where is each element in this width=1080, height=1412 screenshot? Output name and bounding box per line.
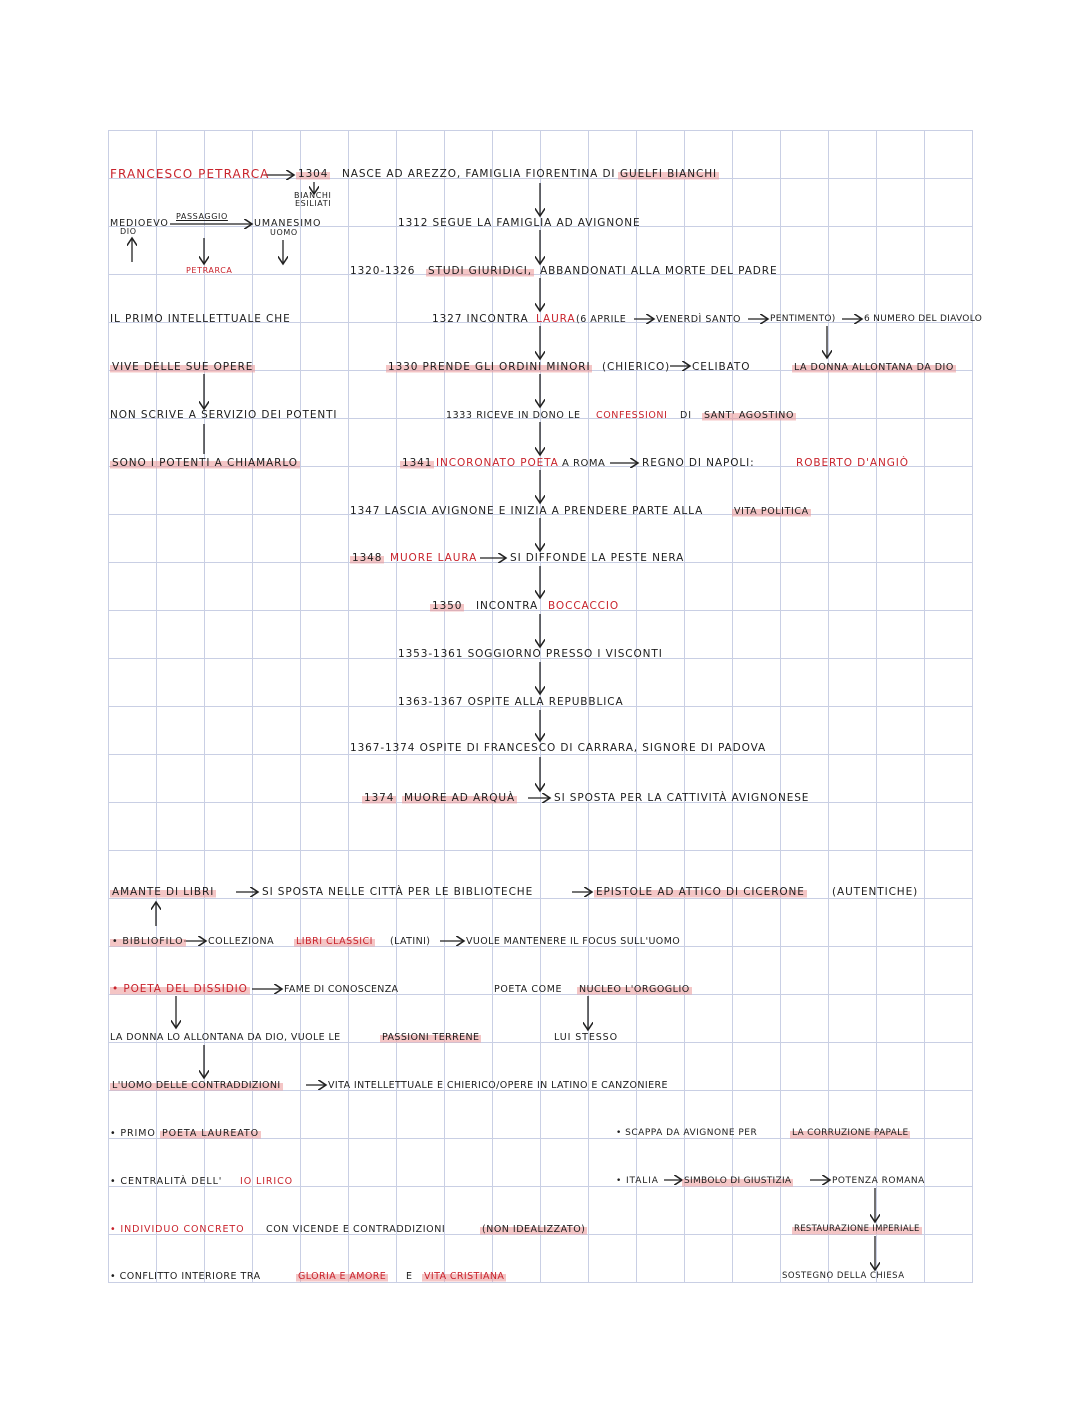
non-idealizzato: (NON IDEALIZZATO) — [482, 1224, 586, 1235]
italia: • ITALIA — [616, 1176, 659, 1186]
restaurazione-imperiale: RESTAURAZIONE IMPERIALE — [794, 1224, 920, 1234]
entry-1327-laura: LAURA — [536, 313, 576, 325]
entry-1341-year: 1341 — [402, 457, 433, 469]
sostegno-chiesa: SOSTEGNO DELLA CHIESA — [782, 1271, 905, 1281]
entry-1330-celibato: CELIBATO — [692, 361, 751, 373]
entry-1333-confessioni: CONFESSIONI — [596, 410, 668, 421]
entry-1374-year: 1374 — [364, 792, 395, 804]
epistole: EPISTOLE AD ATTICO DI CICERONE — [596, 886, 805, 898]
umanesimo-label: UMANESIMO — [254, 218, 322, 229]
entry-1320-text: ABBANDONATI ALLA MORTE DEL PADRE — [540, 265, 778, 277]
passioni-terrene: PASSIONI TERRENE — [382, 1032, 480, 1043]
entry-1348-muore-laura: MUORE LAURA — [390, 552, 478, 564]
entry-1327-venerdi: VENERDÌ SANTO — [656, 314, 741, 325]
entry-1341-regno: REGNO DI NAPOLI: — [642, 457, 755, 469]
entry-1374-muore: MUORE AD ARQUÀ — [404, 792, 516, 804]
birth-text: NASCE AD AREZZO, FAMIGLIA FIORENTINA DI — [342, 168, 616, 180]
medioevo-label: MEDIOEVO — [110, 218, 169, 229]
entry-1348-peste: SI DIFFONDE LA PESTE NERA — [510, 552, 685, 564]
entry-1341-roberto: ROBERTO D'ANGIÒ — [796, 457, 909, 469]
uomo-contraddizioni: L'UOMO DELLE CONTRADDIZIONI — [112, 1080, 281, 1091]
entry-1327-pentimento: PENTIMENTO) — [770, 314, 836, 324]
entry-1320-studi: STUDI GIURIDICI, — [428, 265, 532, 277]
io-lirico: IO LIRICO — [240, 1176, 294, 1187]
entry-1327-aprile: (6 APRILE — [576, 314, 627, 325]
bibliofilo: • BIBLIOFILO — [112, 936, 184, 947]
entry-1348-year: 1348 — [352, 552, 383, 564]
entry-1367: 1367-1374 OSPITE DI FRANCESCO DI CARRARA, SIGNORE DI PADOVA — [350, 742, 767, 754]
entry-1330-ordini: 1330 PRENDE GLI ORDINI MINORI — [388, 361, 591, 373]
vive-opere: VIVE DELLE SUE OPERE — [112, 361, 254, 373]
entry-1350-boccaccio: BOCCACCIO — [548, 600, 620, 612]
entry-1374-cattivita: SI SPOSTA PER LA CATTIVITÀ AVIGNONESE — [554, 792, 810, 804]
passaggio-label: PASSAGGIO — [176, 212, 228, 221]
conflitto-e: E — [406, 1271, 413, 1282]
entry-1327-text: 1327 INCONTRA — [432, 313, 529, 325]
poeta-laureato: POETA LAUREATO — [162, 1128, 260, 1139]
individuo-concreto: • INDIVIDUO CONCRETO — [110, 1224, 245, 1235]
entry-1347-vita-politica: VITA POLITICA — [734, 506, 809, 517]
uomo-label: UOMO — [270, 228, 298, 237]
entry-1330-chierico: (CHIERICO) — [602, 361, 671, 373]
vita-cristiana: VITA CRISTIANA — [424, 1271, 505, 1282]
poeta-come: POETA COME — [494, 984, 563, 995]
autentiche: (AUTENTICHE) — [832, 886, 919, 898]
dio-label: DIO — [120, 227, 137, 236]
poeta-dissidio: • POETA DEL DISSIDIO — [112, 983, 248, 995]
sono-potenti: SONO I POTENTI A CHIAMARLO — [112, 457, 298, 469]
libri-classici: LIBRI CLASSICI — [296, 936, 373, 947]
centralita: • CENTRALITÀ DELL' — [110, 1176, 223, 1187]
amante-biblioteche: SI SPOSTA NELLE CITTÀ PER LE BIBLIOTECHE — [262, 886, 534, 898]
fame-conoscenza: FAME DI CONOSCENZA — [284, 984, 399, 995]
primo-poeta: • PRIMO — [110, 1128, 156, 1139]
potenza-romana: POTENZA ROMANA — [832, 1176, 925, 1186]
entry-1333-agostino: SANT' AGOSTINO — [704, 410, 795, 421]
entry-1312: 1312 SEGUE LA FAMIGLIA AD AVIGNONE — [398, 217, 641, 229]
entry-1333-text: 1333 RICEVE IN DONO LE — [446, 410, 581, 421]
lui-stesso: LUI STESSO — [554, 1032, 618, 1043]
donna-allontana: LA DONNA ALLONTANA DA DIO — [794, 362, 954, 373]
entry-1327-diavolo: 6 NUMERO DEL DIAVOLO — [864, 314, 983, 324]
nucleo-orgoglio: NUCLEO L'ORGOGLIO — [579, 984, 690, 995]
colleziona: COLLEZIONA — [208, 936, 275, 947]
bianchi-label: BIANCHI — [294, 191, 332, 200]
entry-1320-year: 1320-1326 — [350, 265, 416, 277]
esiliati-label: ESILIATI — [295, 199, 332, 208]
entry-1333-di: DI — [680, 410, 692, 421]
title-name: FRANCESCO PETRARCA — [110, 167, 270, 181]
birth-year: 1304 — [298, 168, 329, 180]
guelfi-bianchi: GUELFI BIANCHI — [620, 168, 718, 180]
entry-1347-text: 1347 LASCIA AVIGNONE E INIZIA A PRENDERE PARTE ALLA — [350, 505, 704, 517]
scappa-avignone: • SCAPPA DA AVIGNONE PER — [616, 1128, 758, 1138]
entry-1353: 1353-1361 SOGGIORNO PRESSO I VISCONTI — [398, 648, 663, 660]
vita-intellettuale: VITA INTELLETTUALE E CHIERICO/OPERE IN LATINO E CANZONIERE — [328, 1080, 668, 1091]
entry-1363: 1363-1367 OSPITE ALLA REPUBBLICA — [398, 696, 624, 708]
petrarca-label: PETRARCA — [186, 266, 233, 275]
focus-uomo: VUOLE MANTENERE IL FOCUS SULL'UOMO — [466, 936, 681, 947]
conflitto: • CONFLITTO INTERIORE TRA — [110, 1271, 261, 1282]
corruzione-papale: LA CORRUZIONE PAPALE — [792, 1128, 909, 1138]
entry-1350-year: 1350 — [432, 600, 463, 612]
simbolo-giustizia: SIMBOLO DI GIUSTIZIA — [684, 1176, 792, 1186]
entry-1350-incontra: INCONTRA — [476, 600, 539, 612]
amante-libri: AMANTE DI LIBRI — [112, 886, 215, 898]
vicende-contraddizioni: CON VICENDE E CONTRADDIZIONI — [266, 1224, 446, 1235]
entry-1341-incoronato: INCORONATO POETA — [436, 457, 559, 469]
non-scrive: NON SCRIVE A SERVIZIO DEI POTENTI — [110, 409, 338, 421]
gloria-amore: GLORIA E AMORE — [298, 1271, 387, 1282]
donna-allontana-dio: LA DONNA LO ALLONTANA DA DIO, VUOLE LE — [110, 1032, 341, 1043]
latini: (LATINI) — [390, 936, 431, 947]
entry-1341-roma: A ROMA — [562, 458, 606, 469]
primo-intellettuale: IL PRIMO INTELLETTUALE CHE — [110, 313, 291, 325]
